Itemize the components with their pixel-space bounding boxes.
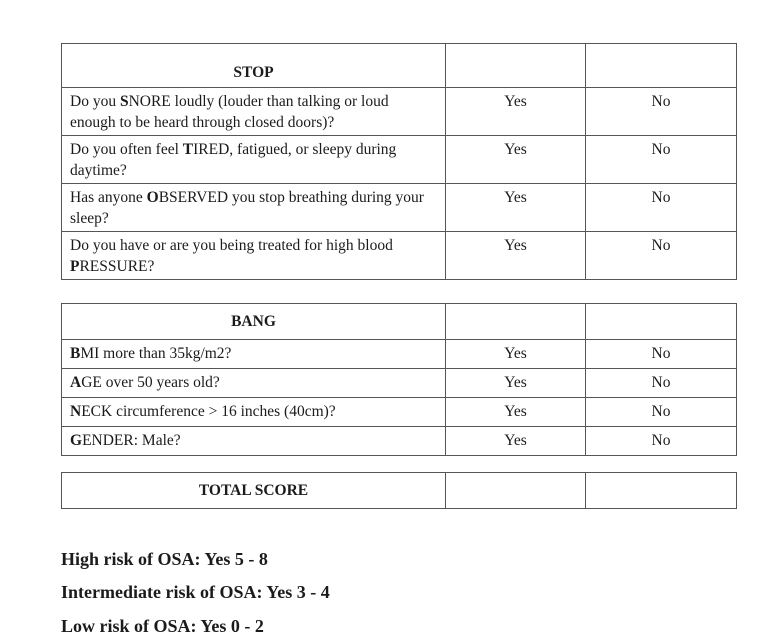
question-cell <box>62 398 446 427</box>
bang-header-row <box>62 304 737 340</box>
no-cell: No <box>586 369 737 398</box>
question-text: NORE loudly (louder than talking or loud enough to be heard through closed doors)? <box>70 93 389 131</box>
question-cell <box>62 232 446 280</box>
stop-header-row <box>62 44 737 88</box>
no-cell: No <box>586 232 737 280</box>
question-cell <box>62 88 446 136</box>
bang-table <box>61 303 737 456</box>
question-bold-letter: B <box>70 345 81 362</box>
no-cell: No <box>586 136 737 184</box>
question-text: MI more than 35kg/m2? <box>80 345 232 362</box>
question-bold-letter: G <box>70 432 83 449</box>
yes-cell: Yes <box>446 136 586 184</box>
question-row-neck <box>62 398 737 427</box>
total-score-yes-empty-cell <box>446 473 586 509</box>
yes-cell: Yes <box>446 232 586 280</box>
risk-low-label: Low risk of OSA: Yes 0 - 2 <box>61 616 264 636</box>
risk-high-label: High risk of OSA: Yes 5 - 8 <box>61 549 268 569</box>
yes-cell: Yes <box>446 88 586 136</box>
question-bold-letter: T <box>182 141 194 158</box>
question-text: ENDER: Male? <box>82 432 181 449</box>
risk-intermediate-label: Intermediate risk of OSA: Yes 3 - 4 <box>61 582 330 602</box>
question-bold-letter: O <box>146 189 159 206</box>
question-text: Has anyone <box>70 189 147 206</box>
yes-cell: Yes <box>446 340 586 369</box>
total-score-table <box>61 472 737 509</box>
question-row-pressure <box>62 232 737 280</box>
question-cell <box>62 184 446 232</box>
stop-title-cell: STOP <box>62 44 446 88</box>
stop-header-yes-empty-cell <box>446 44 586 88</box>
question-bold-letter: A <box>70 374 82 391</box>
question-row-observed <box>62 184 737 232</box>
question-text: Do you have or are you being treated for high blood <box>70 237 393 254</box>
no-cell: No <box>586 427 737 456</box>
no-cell: No <box>586 184 737 232</box>
question-cell <box>62 427 446 456</box>
stop-table <box>61 43 737 280</box>
question-text: RESSURE? <box>79 258 155 275</box>
question-row-age <box>62 369 737 398</box>
question-row-bmi <box>62 340 737 369</box>
question-text: BSERVED you stop breathing during your sleep? <box>70 189 424 227</box>
yes-cell: Yes <box>446 398 586 427</box>
total-score-no-empty-cell <box>586 473 737 509</box>
question-cell <box>62 136 446 184</box>
question-text: GE over 50 years old? <box>81 374 220 391</box>
question-cell <box>62 340 446 369</box>
question-bold-letter: S <box>119 93 129 110</box>
question-text: IRED, fatigued, or sleepy during daytime? <box>70 141 397 179</box>
question-row-gender <box>62 427 737 456</box>
question-text: Do you <box>70 93 120 110</box>
question-text: Do you often feel <box>70 141 183 158</box>
bang-title-cell: BANG <box>62 304 446 340</box>
bang-header-no-empty-cell <box>586 304 737 340</box>
question-cell <box>62 369 446 398</box>
question-text: ECK circumference > 16 inches (40cm)? <box>81 403 336 420</box>
yes-cell: Yes <box>446 184 586 232</box>
no-cell: No <box>586 340 737 369</box>
total-score-title-cell: TOTAL SCORE <box>62 473 446 509</box>
question-row-snore <box>62 88 737 136</box>
stop-header-no-empty-cell <box>586 44 737 88</box>
bang-header-yes-empty-cell <box>446 304 586 340</box>
question-bold-letter: N <box>70 403 82 420</box>
question-row-tired <box>62 136 737 184</box>
total-score-row <box>62 473 737 509</box>
no-cell: No <box>586 88 737 136</box>
question-bold-letter: P <box>70 258 80 275</box>
yes-cell: Yes <box>446 427 586 456</box>
yes-cell: Yes <box>446 369 586 398</box>
no-cell: No <box>586 398 737 427</box>
